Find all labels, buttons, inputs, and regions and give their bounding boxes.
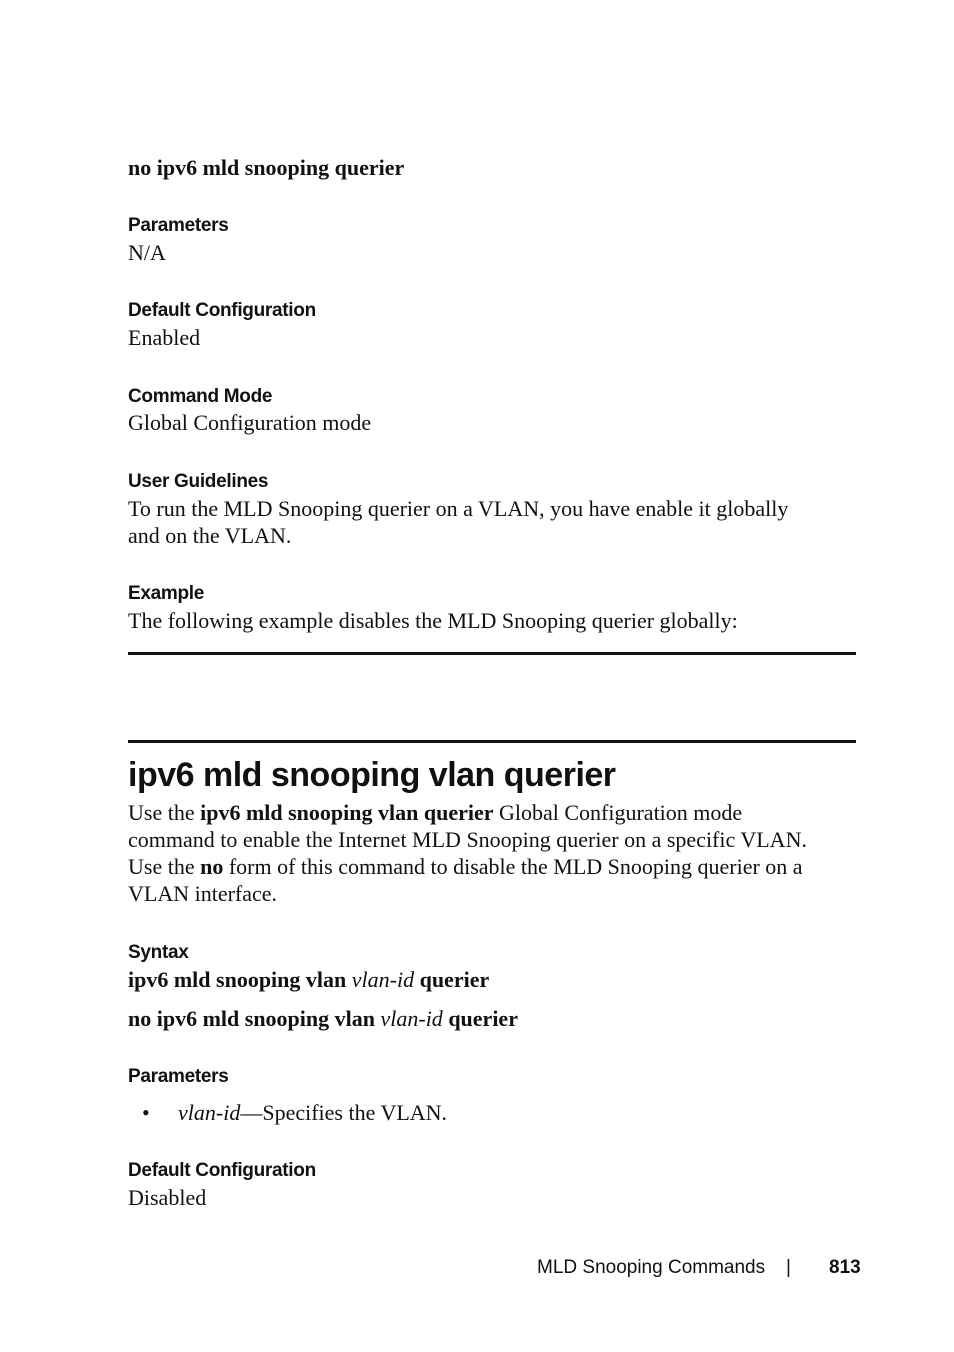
section-start-rule [128, 740, 856, 743]
syntax-argument: vlan-id [380, 1006, 443, 1031]
parameter-item [178, 1099, 447, 1126]
desc-text: form of this command to disable the MLD Snooping querier on a [223, 854, 803, 879]
default-config-heading: Default Configuration [128, 300, 316, 321]
section-title: ipv6 mld snooping vlan querier [128, 756, 616, 794]
parameters-heading-2: Parameters [128, 1066, 229, 1087]
desc-text: Use the [128, 854, 201, 879]
section-end-rule [128, 652, 856, 655]
syntax-keyword: querier [419, 967, 490, 992]
description-line2: command to enable the Internet MLD Snooping querier on a specific VLAN. [128, 827, 807, 852]
desc-command-name: ipv6 mld snooping vlan querier [200, 800, 494, 825]
command-syntax: no ipv6 mld snooping querier [128, 155, 405, 180]
default-config-text-2: Disabled [128, 1185, 207, 1210]
description-line4: VLAN interface. [128, 881, 278, 906]
syntax-command-1 [128, 966, 489, 993]
description-line1 [128, 799, 742, 826]
command-mode-heading: Command Mode [128, 386, 273, 407]
desc-text: Use the [128, 800, 201, 825]
page-number: 813 [829, 1257, 861, 1278]
footer-separator: | [786, 1257, 791, 1278]
syntax-keyword: ipv6 mld snooping vlan [128, 967, 347, 992]
user-guidelines-line1: To run the MLD Snooping querier on a VLAN, you have enable it globally [128, 496, 789, 521]
parameters-text: N/A [128, 240, 166, 265]
default-config-heading-2: Default Configuration [128, 1160, 316, 1181]
syntax-keyword: querier [448, 1006, 518, 1031]
user-guidelines-heading: User Guidelines [128, 471, 269, 492]
bullet: • [142, 1100, 150, 1125]
description-line3 [128, 853, 803, 880]
desc-text: Global Configuration mode [493, 800, 743, 825]
syntax-argument: vlan-id [351, 967, 415, 992]
example-heading: Example [128, 583, 205, 604]
syntax-heading: Syntax [128, 942, 189, 963]
parameter-description: —Specifies the VLAN. [240, 1100, 448, 1125]
parameters-heading: Parameters [128, 215, 229, 236]
user-guidelines-line2: and on the VLAN. [128, 523, 292, 548]
example-text: The following example disables the MLD Snooping querier globally: [128, 608, 738, 633]
desc-no-keyword: no [200, 854, 224, 879]
command-mode-text: Global Configuration mode [128, 410, 372, 435]
parameter-term: vlan-id [178, 1100, 241, 1125]
syntax-keyword: no ipv6 mld snooping vlan [128, 1006, 375, 1031]
default-config-text: Enabled [128, 325, 201, 350]
footer-chapter-title: MLD Snooping Commands [537, 1257, 766, 1278]
syntax-command-2 [128, 1005, 518, 1032]
